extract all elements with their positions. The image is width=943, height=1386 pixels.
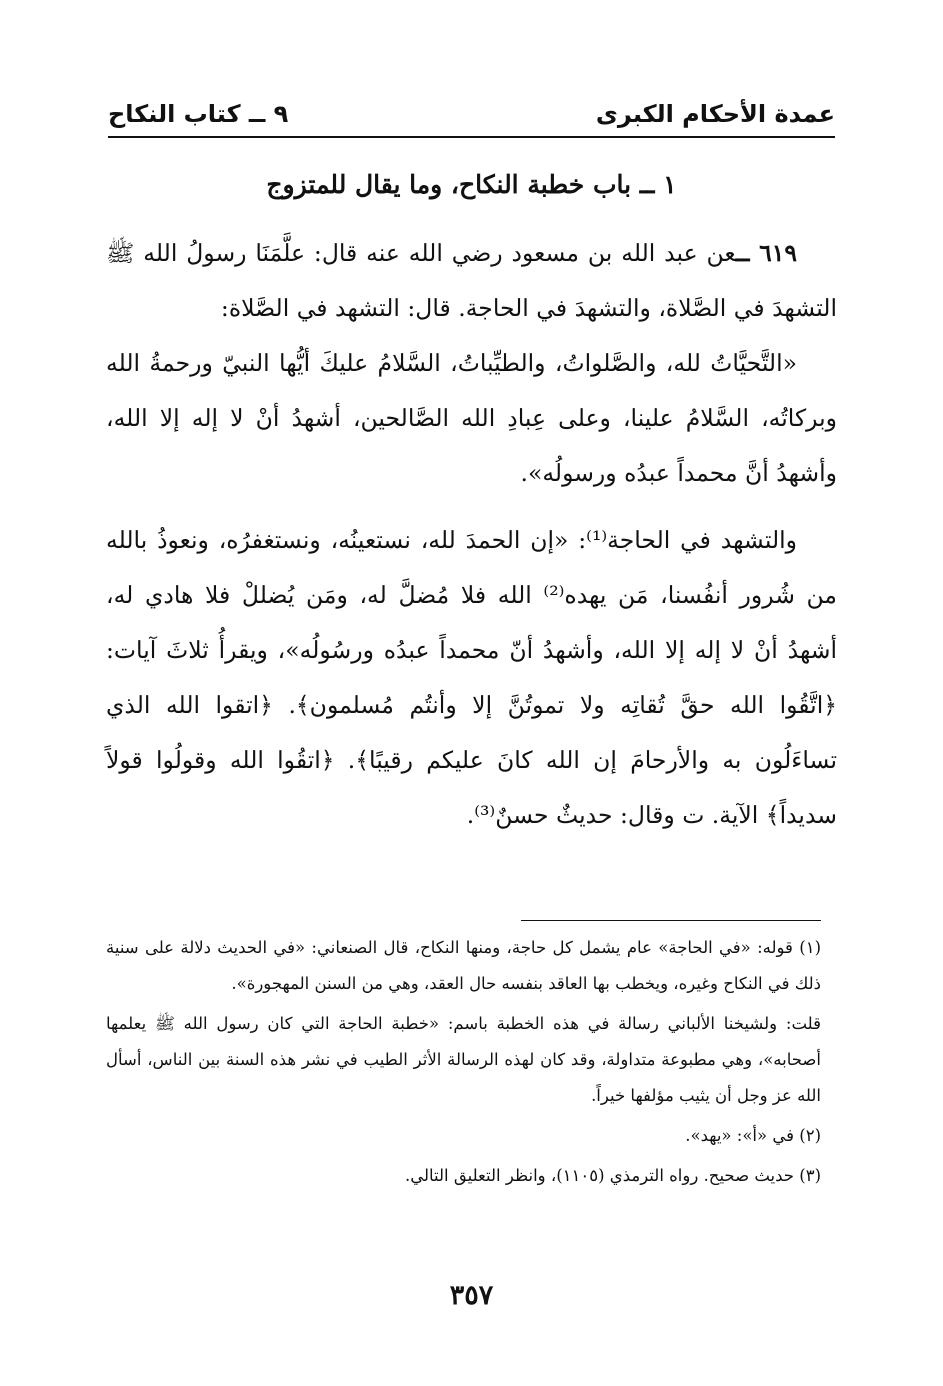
main-text [106, 226, 837, 843]
hadith-paragraph-3: والتشهد في الحاجة⁽¹⁾: «إن الحمدَ لله، نستعينُه، ونستغفرُه، ونعوذُ بالله من شُرور أنفُسنا، مَن يهده⁽²⁾ الله فلا مُضلَّ له، ومَن يُضللْ فلا هادي له، أشهدُ أنْ لا إله إلا الله، وأشهدُ أنّ محمداً عبدُه ورسُولُه»، ويقرأُ ثلاثَ آيات: ﴿اتَّقُوا الله حقَّ تُقاتِه ولا تموتُنَّ إلا وأنتُم مُسلمون﴾. ﴿اتقوا الله الذي تساءَلُون به والأرحامَ إن الله كانَ عليكم رقيبًا﴾. ﴿اتقُوا الله وقولُوا قولاً سديداً﴾ الآية. ت وقال: حديثٌ حسنٌ⁽³⁾. [106, 526, 837, 829]
footnote-2: (٢) في «أ»: «يهد». [685, 1126, 821, 1145]
page-number: ٣٥٧ [449, 1280, 494, 1311]
footnotes [106, 930, 821, 1194]
footnote-divider [521, 920, 821, 921]
hadith-paragraph-2: «التَّحيَّاتُ لله، والصَّلواتُ، والطيِّباتُ، السَّلامُ عليكَ أيُّها النبيّ ورحمةُ الله وبركاتُه، السَّلامُ علينا، وعلى عِبادِ الله الصَّالحين، أشهدُ أنْ لا إله إلا الله، وأشهدُ أنَّ محمداً عبدُه ورسولُه». [106, 349, 837, 487]
hadith-paragraph-1 [106, 226, 837, 336]
footnote-1: (١) قوله: «في الحاجة» عام يشمل كل حاجة، ومنها النكاح، قال الصنعاني: «في الحديث دلالة على سنية ذلك في النكاح وغيره، ويخطب بها العاقد بنفسه حال العقد، وهي من السنن المهجورة». [106, 938, 821, 993]
hadith-number: ٦١٩ ــ [735, 239, 797, 267]
footnote-3: (٣) حديث صحيح. رواه الترمذي (١١٠٥)، وانظر التعليق التالي. [404, 1166, 821, 1185]
section-title: ١ ــ باب خطبة النكاح، وما يقال للمتزوج [266, 170, 677, 199]
book-title: عمدة الأحكام الكبرى [595, 100, 835, 128]
footnote-1-continued: قلت: ولشيخنا الألباني رسالة في هذه الخطبة باسم: «خطبة الحاجة التي كان رسول الله ﷺ يعلمها أصحابه»، وهي مطبوعة متداولة، وقد كان لهذه الرسالة الأثر الطيب في نشر هذه السنة بين الناس، أسأل الله عز وجل أن يثيب مؤلفها خيراً. [106, 1014, 821, 1105]
hadith-text-1: عن عبد الله بن مسعود رضي الله عنه قال: علَّمَنَا رسولُ الله ﷺ التشهدَ في الصَّلاة، والتشهدَ في الحاجة. قال: التشهد في الصَّلاة: [106, 239, 837, 322]
chapter-label: ٩ ــ كتاب النكاح [108, 100, 289, 128]
running-header [108, 96, 835, 138]
